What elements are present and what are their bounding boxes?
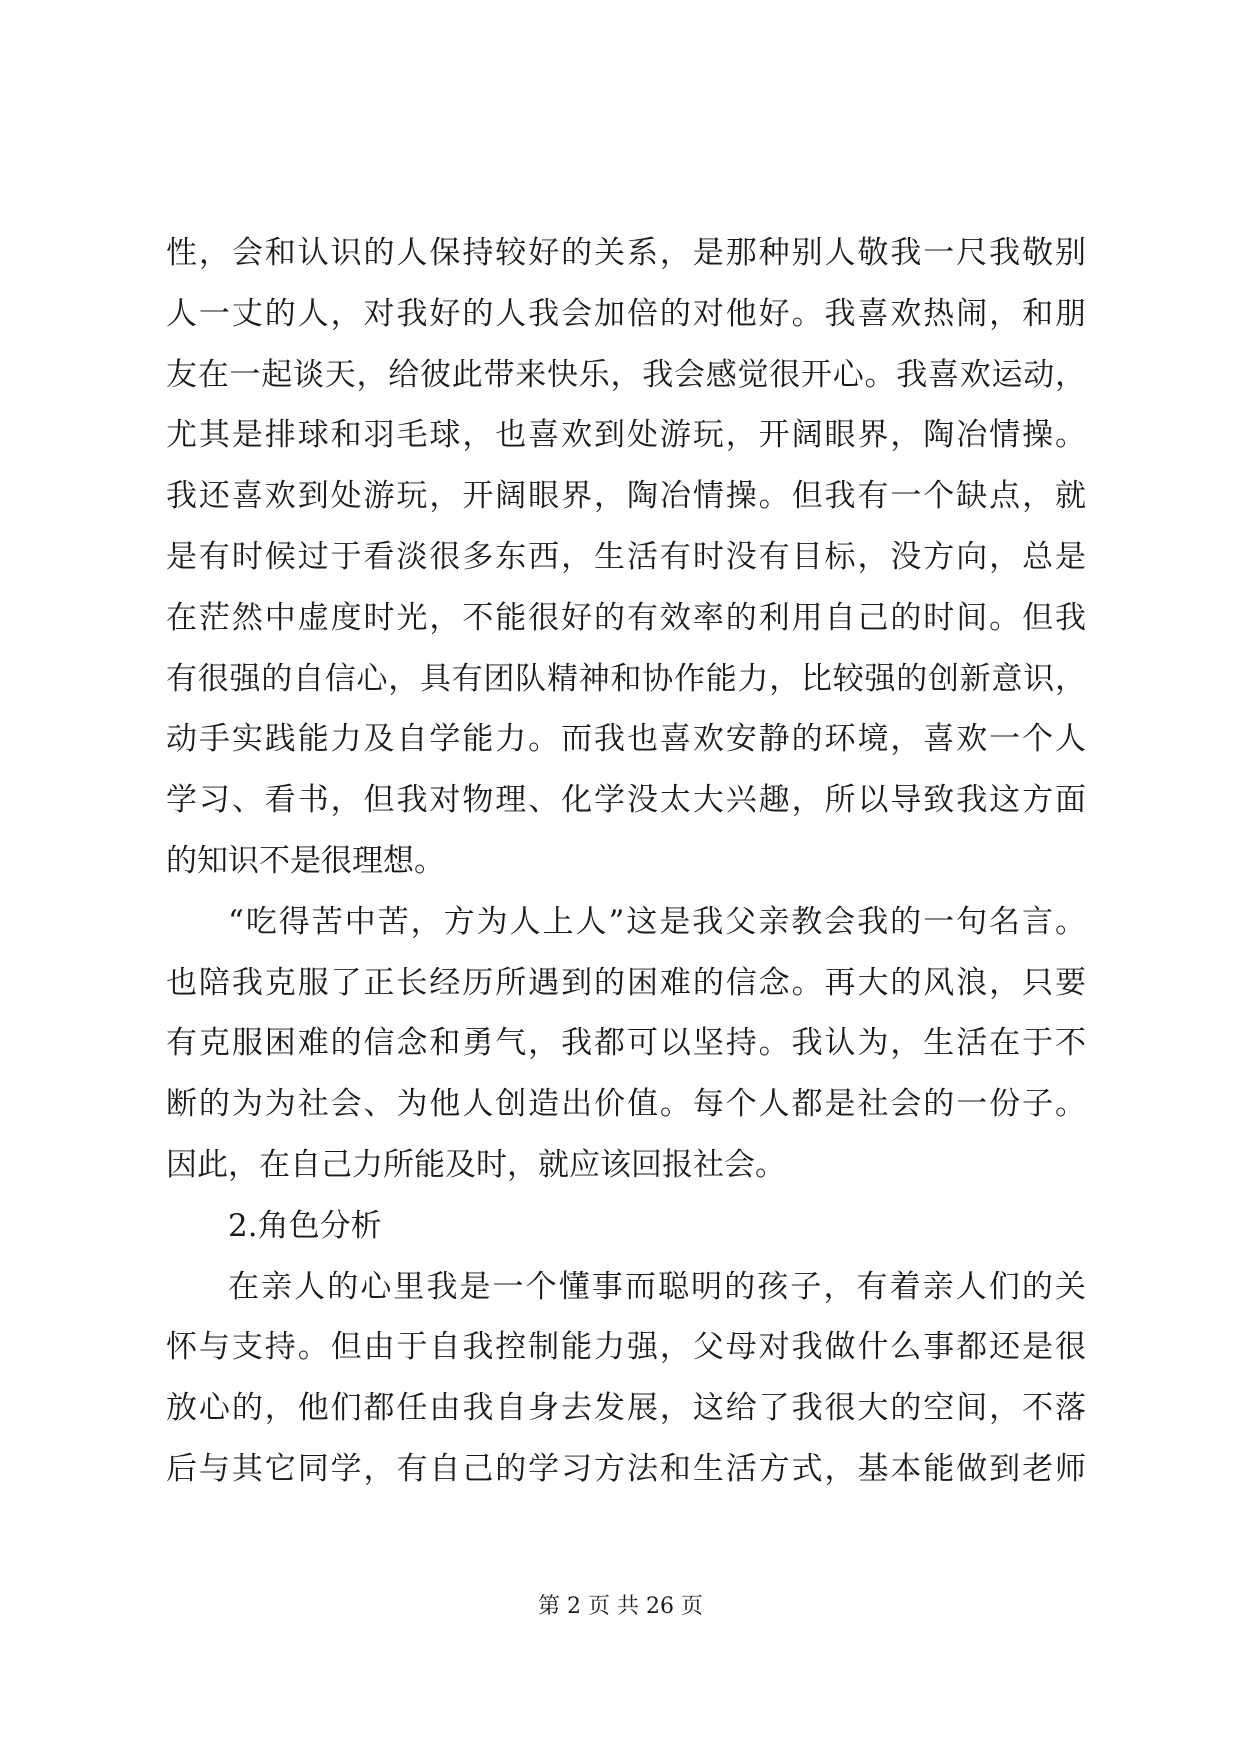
text-line: “吃得苦中苦，方为人上人”这是我父亲教会我的一句名言。 [228,903,1086,940]
text-line: 动手实践能力及自学能力。而我也喜欢安静的环境，喜欢一个人 [166,721,1086,758]
text-line: 是有时候过于看淡很多东西，生活有时没有目标，没方向，总是 [166,538,1086,575]
text-line: 后与其它同学，有自己的学习方法和生活方式，基本能做到老师 [166,1450,1086,1487]
text-line: 学习、看书，但我对物理、化学没太大兴趣，所以导致我这方面 [166,782,1086,819]
text-line: 有克服困难的信念和勇气，我都可以坚持。我认为，生活在于不 [166,1025,1086,1062]
text-line: 我还喜欢到处游玩，开阔眼界，陶冶情操。但我有一个缺点，就 [166,478,1086,515]
text-line: 的知识不是很理想。 [166,842,445,879]
text-line: 放心的，他们都任由我自身去发展，这给了我很大的空间，不落 [166,1390,1086,1427]
text-line: 在亲人的心里我是一个懂事而聪明的孩子，有着亲人们的关 [228,1268,1086,1305]
text-line: 断的为为社会、为他人创造出价值。每个人都是社会的一份子。 [166,1086,1086,1123]
text-line: 有很强的自信心，具有团队精神和协作能力，比较强的创新意识， [166,660,1086,697]
body-text [166,223,1086,1500]
text-line: 在茫然中虚度时光，不能很好的有效率的利用自己的时间。但我 [166,599,1086,636]
text-line: 怀与支持。但由于自我控制能力强，父母对我做什么事都还是很 [166,1329,1086,1366]
page-number-footer: 第 2 页 共 26 页 [538,1594,703,1619]
section-heading: 2.角色分析 [228,1207,382,1244]
text-line: 因此，在自己力所能及时，就应该回报社会。 [166,1146,786,1183]
text-line: 也陪我克服了正长经历所遇到的困难的信念。再大的风浪，只要 [166,964,1086,1001]
text-line: 尤其是排球和羽毛球，也喜欢到处游玩，开阔眼界，陶冶情操。 [166,417,1086,454]
text-line: 友在一起谈天，给彼此带来快乐，我会感觉很开心。我喜欢运动， [166,356,1086,393]
text-line: 人一丈的人，对我好的人我会加倍的对他好。我喜欢热闹，和朋 [166,295,1086,332]
text-line: 性，会和认识的人保持较好的关系，是那种别人敬我一尺我敬别 [166,235,1086,271]
